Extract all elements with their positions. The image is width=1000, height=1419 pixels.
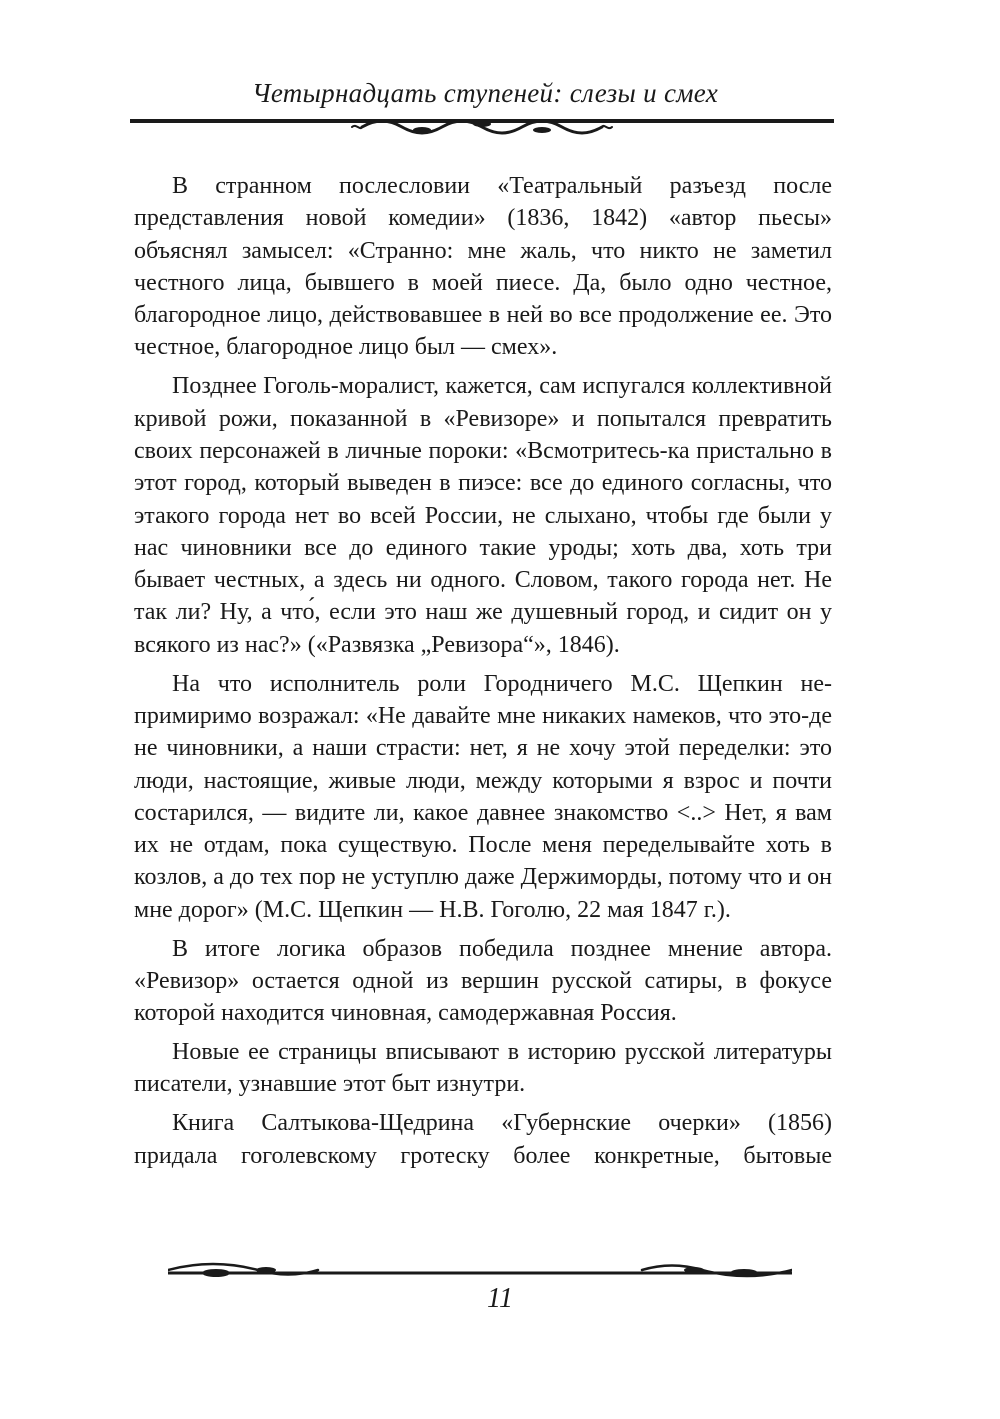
footer-ornament-rule [168,1258,792,1282]
running-title: Четырнадцать ступеней: слезы и смех [251,78,719,108]
header-ornament-rule [130,114,834,138]
paragraph: Новые ее страницы вписывают в историю русской литературы писатели, узнавшие этот быт изнутри. [134,1039,832,1098]
paragraph: На что исполнитель роли Городничего М.С. Щепкин непримиримо возражал: «Не давайте мне никаких намеков, что это-де не чиновники, а наши страсти: нет, я не хочу этой переделки: это люди, настоящие, живые люди, между которыми я взрос и почти состарился, — видите ли, какое давнее знакомство <..> Нет, я вам их не отдам, пока существую. После меня переделывайте хоть в козлов, а до тех пор не уступлю даже Держиморды, потому что и он мне дорог» (М.С. Щепкин — Н.В. Гоголю, 22 мая 1847 г.). [134,670,832,923]
paragraph: В итоге логика образов победила позднее мнение автора. «Ревизор» остается одной из вершин русской сатиры, в фокусе которой находится чиновная, самодержавная Россия. [134,935,832,1027]
page-number: 11 [487,1283,513,1314]
paragraph: Позднее Гоголь-моралист, кажется, сам испугался коллективной кривой рожи, показанной в «Ревизоре» и попытался превратить своих персонажей в личные пороки: «Всмотритесь-ка пристально в этот город, который выведен в пиэсе: все до единого согласны, что этакого города нет во всей России, не слыхано, чтобы где были у нас чиновники все до единого такие уроды; хоть два, хоть три бывает честных, а здесь ни одного. Словом, такого города нет. Не так ли? Ну, а что́, если это наш же душевный город, и сидит он у всякого из нас?» («Развязка „Ревизора“», 1846). [134,373,832,658]
body-text [134,170,832,1178]
paragraph: Книга Салтыкова-Щедрина «Губернские очерки» (1856) придала гоголевскому гротеску более конкретные, бытовые [134,1110,832,1169]
paragraph: В странном послесловии «Театральный разъезд после представления новой комедии» (1836, 1842) «автор пьесы» объяснял замысел: «Странно: мне жаль, что никто не заметил честного лица, бывшего в моей пиесе. Да, было одно честное, благородное лицо, действовавшее в ней во все продолжение ее. Это честное, благородное лицо был — смех». [134,173,832,361]
